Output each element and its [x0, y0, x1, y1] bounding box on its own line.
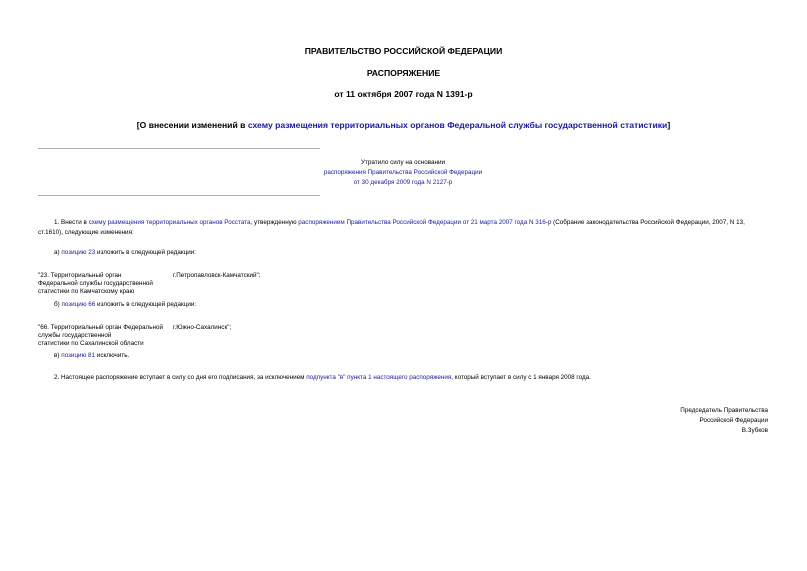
item-a-link[interactable]: позицию 23	[61, 249, 96, 256]
quote-23-left	[38, 272, 153, 296]
p1-link-decree[interactable]: распоряжением Правительства Российской Федерации от 21 марта 2007 года N 316-р	[298, 219, 552, 226]
quote-23-line: Федеральной службы государственной	[38, 280, 153, 287]
title-bracket-open: [О внесении изменений в	[136, 120, 248, 130]
separator-bottom	[38, 195, 320, 196]
quote-66-line: службы государственной	[38, 332, 112, 339]
quote-23-line: статистики по Камчатскому краю	[38, 288, 135, 295]
item-a-suffix: изложить в следующей редакции:	[95, 249, 197, 256]
repeal-note-link-decree[interactable]: распоряжения Правительства Российской Федерации	[323, 169, 483, 176]
p2-suffix: , который вступает в силу с 1 января 2008 года.	[451, 374, 591, 381]
p1-prefix: 1. Внести в	[54, 219, 89, 226]
item-c-link[interactable]: позицию 81	[61, 352, 96, 359]
p1-link-scheme[interactable]: схему размещения территориальных органов Росстата	[88, 219, 251, 226]
issuing-authority: ПРАВИТЕЛЬСТВО РОССИЙСКОЙ ФЕДЕРАЦИИ	[304, 46, 503, 56]
signature-name: В.Зубков	[741, 427, 768, 434]
item-c	[54, 352, 129, 360]
p1-suffix: (Собрание законодательства Российской Федерации, 2007, N 13, ст.1610), следующие изменения:	[38, 219, 745, 236]
signature-country: Российской Федерации	[699, 417, 768, 424]
item-a	[54, 249, 196, 257]
p2-link-subitem[interactable]: подпункта "в" пункта 1 настоящего распоряжения	[306, 374, 452, 381]
separator-top	[38, 148, 320, 149]
signature-position: Председатель Правительства	[680, 407, 768, 414]
p1-mid: , утвержденную	[250, 219, 299, 226]
quote-23-city: г.Петропавловск-Камчатский";	[173, 272, 261, 279]
item-b-link[interactable]: позицию 66	[61, 301, 96, 308]
paragraph-1	[38, 218, 770, 238]
item-b	[54, 301, 196, 309]
document-type: РАСПОРЯЖЕНИЕ	[366, 68, 441, 78]
repeal-note-line1: Утратило силу на основании	[360, 159, 446, 166]
quote-66-line: статистики по Сахалинской области	[38, 340, 144, 347]
item-b-suffix: изложить в следующей редакции:	[95, 301, 197, 308]
item-c-suffix: исключить.	[95, 352, 130, 359]
document-title	[0, 120, 807, 130]
title-link-scheme[interactable]: схему размещения территориальных органов Федеральной службы государственной статистики	[247, 120, 668, 130]
repeal-note-link-date[interactable]: от 30 декабря 2009 года N 2127-р	[353, 179, 453, 186]
signature-block	[680, 406, 768, 436]
p2-prefix: 2. Настоящее распоряжение вступает в силу со дня его подписания, за исключением	[54, 374, 307, 381]
document-date-number: от 11 октября 2007 года N 1391-р	[334, 89, 473, 99]
item-c-prefix: в)	[54, 352, 62, 359]
quote-23-line: "23. Территориальный орган	[38, 272, 122, 279]
title-bracket-close: ]	[667, 120, 671, 130]
item-a-prefix: а)	[54, 249, 62, 256]
quote-66-line: "66. Территориальный орган Федеральной	[38, 324, 163, 331]
quote-66-city: г.Южно-Сахалинск";	[173, 324, 232, 331]
paragraph-2	[54, 374, 591, 382]
item-b-prefix: б)	[54, 301, 62, 308]
quote-66-left	[38, 324, 163, 348]
